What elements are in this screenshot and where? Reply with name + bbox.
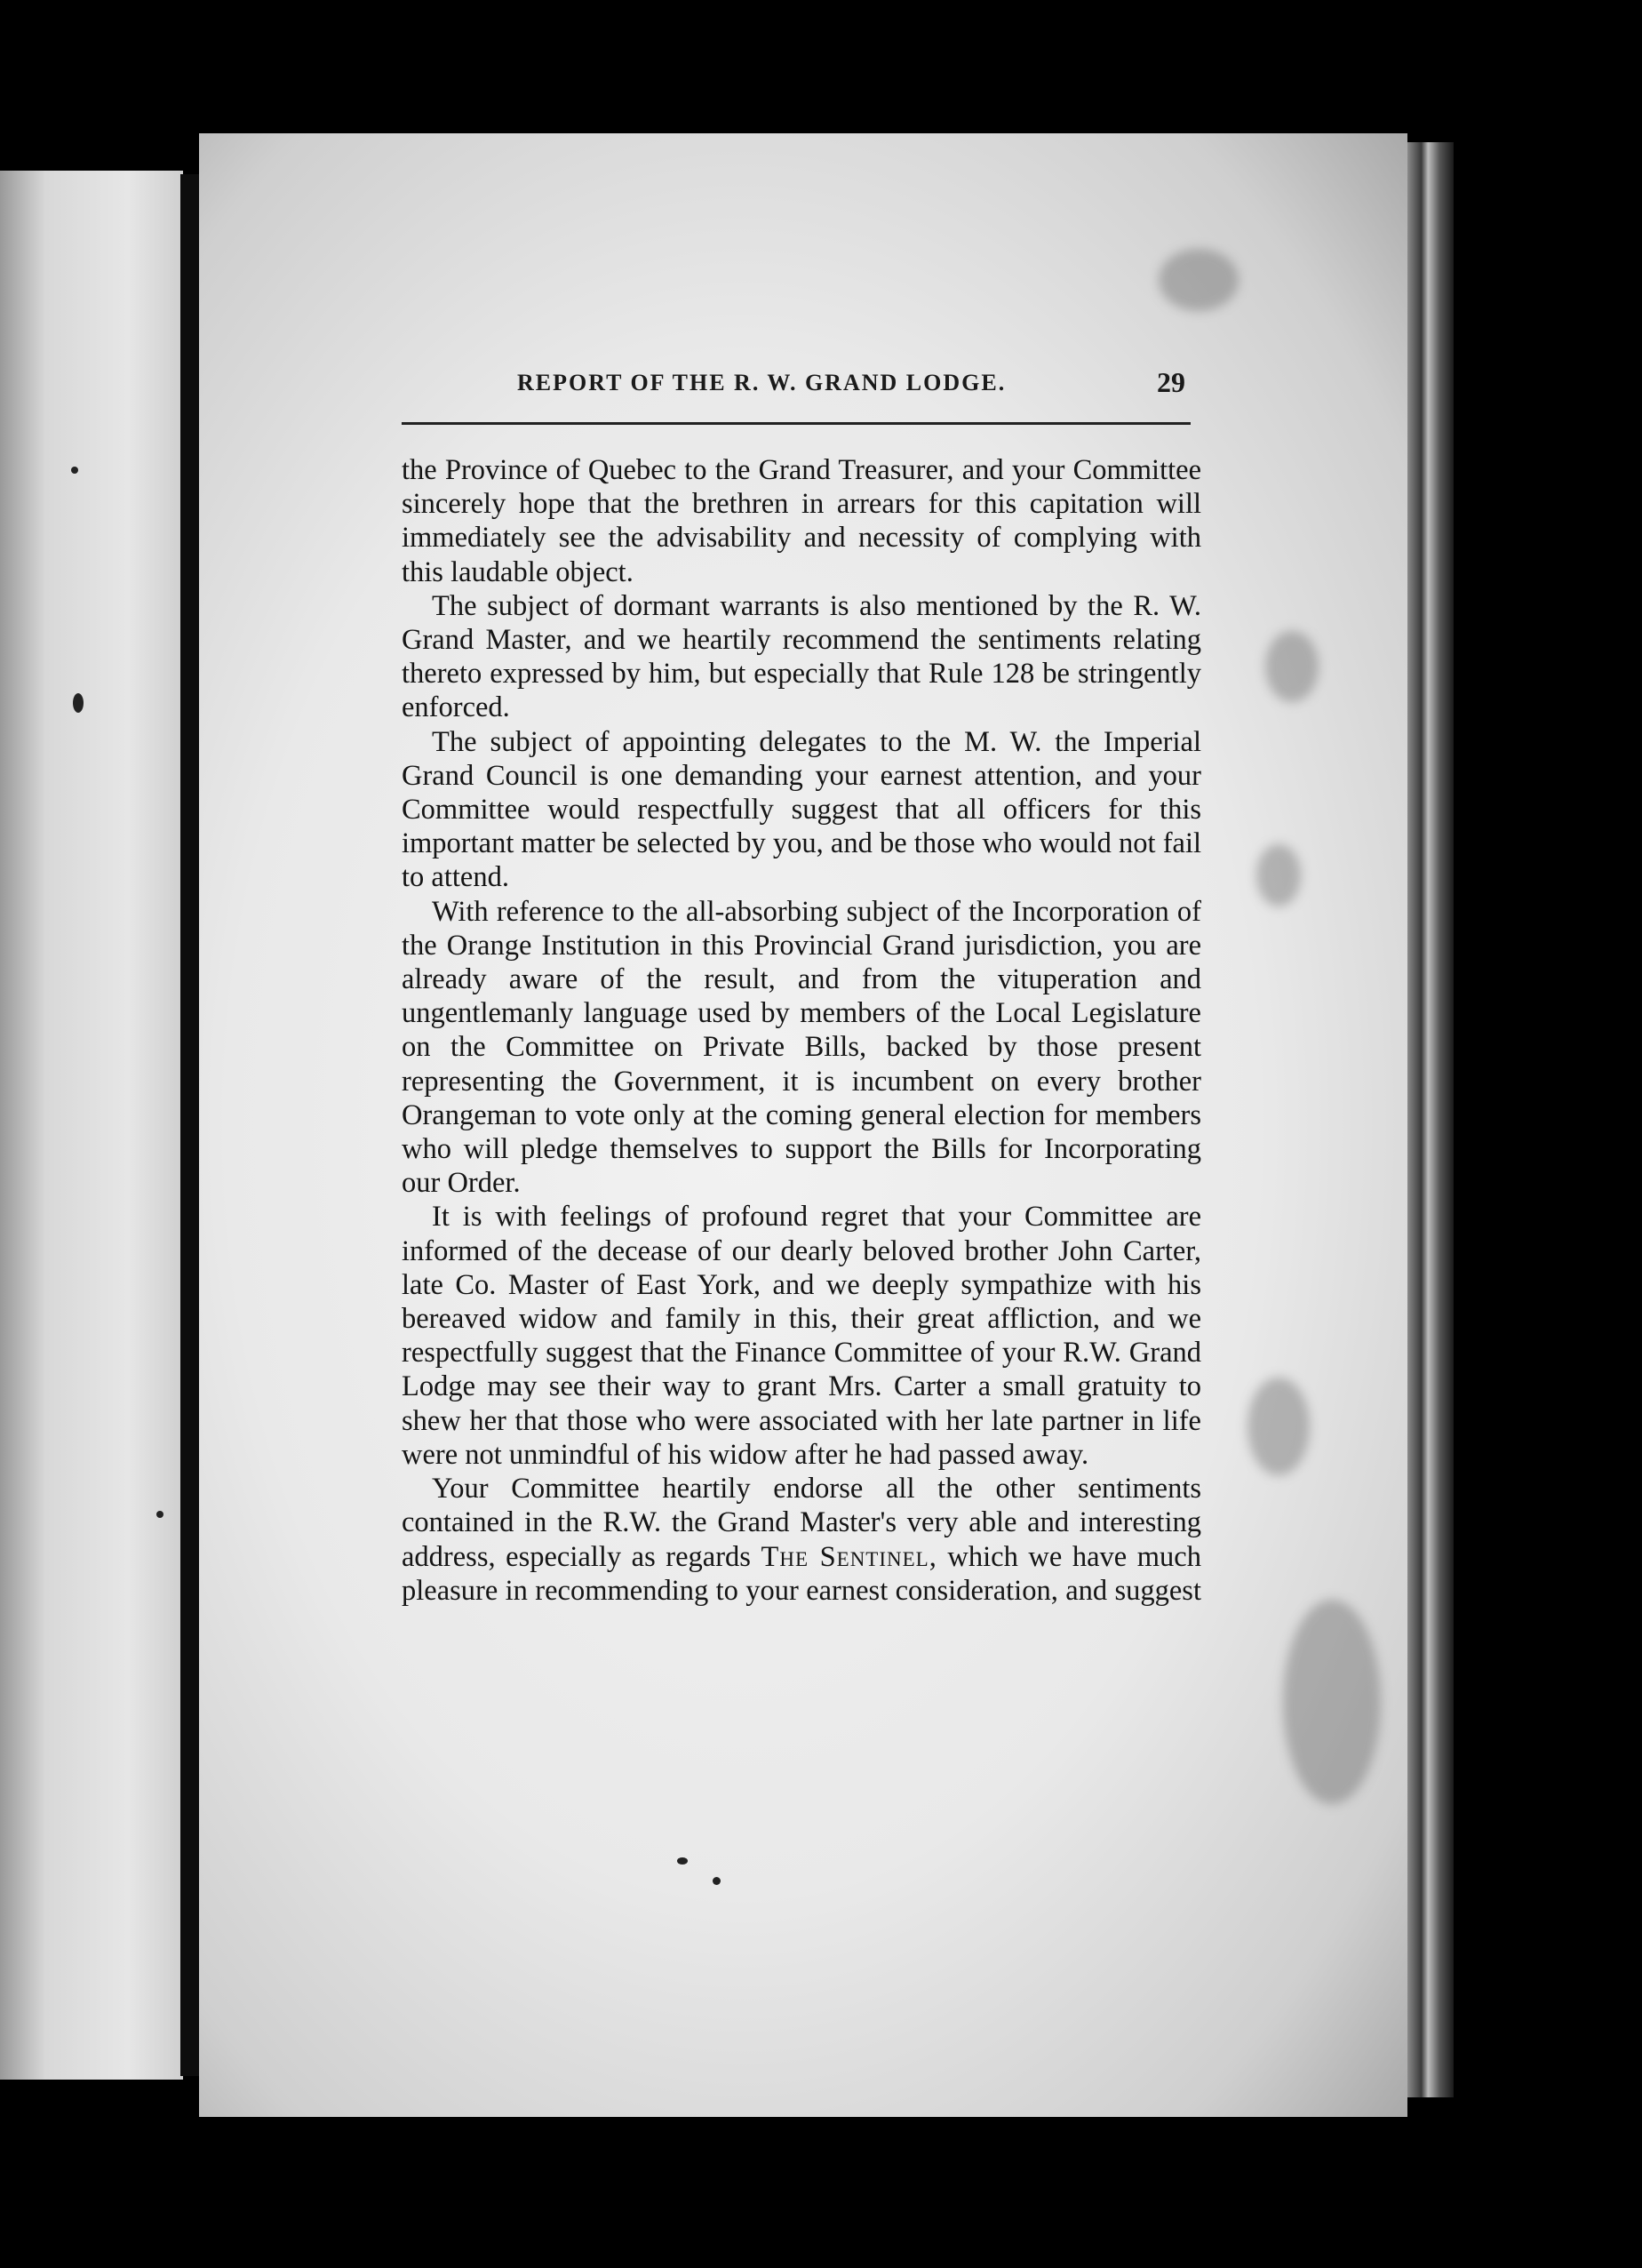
ink-speck	[156, 1511, 163, 1518]
paragraph: the Province of Quebec to the Grand Treasurer, and your Committee sincerely hope that the brethren in arrears for this capitation will immediately see the advisability and necessity of complying with this laudable object.	[402, 454, 1201, 588]
header-rule	[402, 422, 1191, 425]
page-number: 29	[1157, 366, 1185, 398]
binding-gutter	[180, 174, 200, 2076]
stain-bottom-right	[1283, 1600, 1381, 1804]
stain-mid-right	[1265, 631, 1319, 702]
body-text	[402, 453, 1201, 1608]
running-head-title: REPORT OF THE R. W. GRAND LODGE.	[517, 370, 1007, 395]
ink-speck	[73, 693, 84, 713]
paragraph: The subject of dormant warrants is also mentioned by the R. W. Grand Master, and we heartily recommend the sentiments relating thereto expressed by him, but especially that Rule 128 be stringently enforced.	[402, 589, 1201, 724]
page-stack-edge	[1407, 142, 1454, 2097]
stain-top-right	[1159, 249, 1239, 311]
ink-speck	[677, 1857, 688, 1865]
stain-right-lower	[1247, 1378, 1310, 1475]
paragraph-text: Your Committee heartily endorse all the other sentiments contained in the R.W. the Grand Master's very able and interesting address, especially as regards	[402, 1473, 1201, 1573]
ink-speck	[71, 467, 78, 474]
running-head	[400, 366, 1200, 402]
paragraph: It is with feelings of profound regret that your Committee are informed of the decease of our dearly beloved brother John Carter, late Co. Master of East York, and we deeply sympathize with his bereaved widow and family in this, their great affliction, and we respectfully suggest that the Finance Committee of your R.W. Grand Lodge may see their way to grant Mrs. Carter a small gratuity to shew her that those who were associated with her late partner in life were not unmindful of his widow after he had passed away.	[402, 1201, 1201, 1471]
stain-right-small	[1256, 844, 1301, 906]
paragraph-text: which we have much pleasure in recommending to your earnest consideration, and suggest	[402, 1540, 1201, 1607]
paragraph: The subject of appointing delegates to the M. W. the Imperial Grand Council is one demanding your earnest attention, and your Committee would respectfully suggest that all officers for this important matter be selected by you, and be those who would not fail to attend.	[402, 725, 1201, 894]
paragraph	[402, 1472, 1201, 1608]
paragraph: With reference to the all-absorbing subject of the Incorporation of the Orange Institution in this Provincial Grand jurisdiction, you are already aware of the result, and from the vituperation and ungentlemanly language used by members of the Local Legislature on the Committee on Private Bills, backed by those present representing the Government, it is incumbent on every brother Orangeman to vote only at the coming general election for members who will pledge themselves to support the Bills for Incorporating our Order.	[402, 895, 1201, 1200]
publication-name: The Sentinel,	[761, 1540, 937, 1573]
facing-page-edge	[0, 171, 183, 2080]
ink-speck	[713, 1877, 721, 1885]
